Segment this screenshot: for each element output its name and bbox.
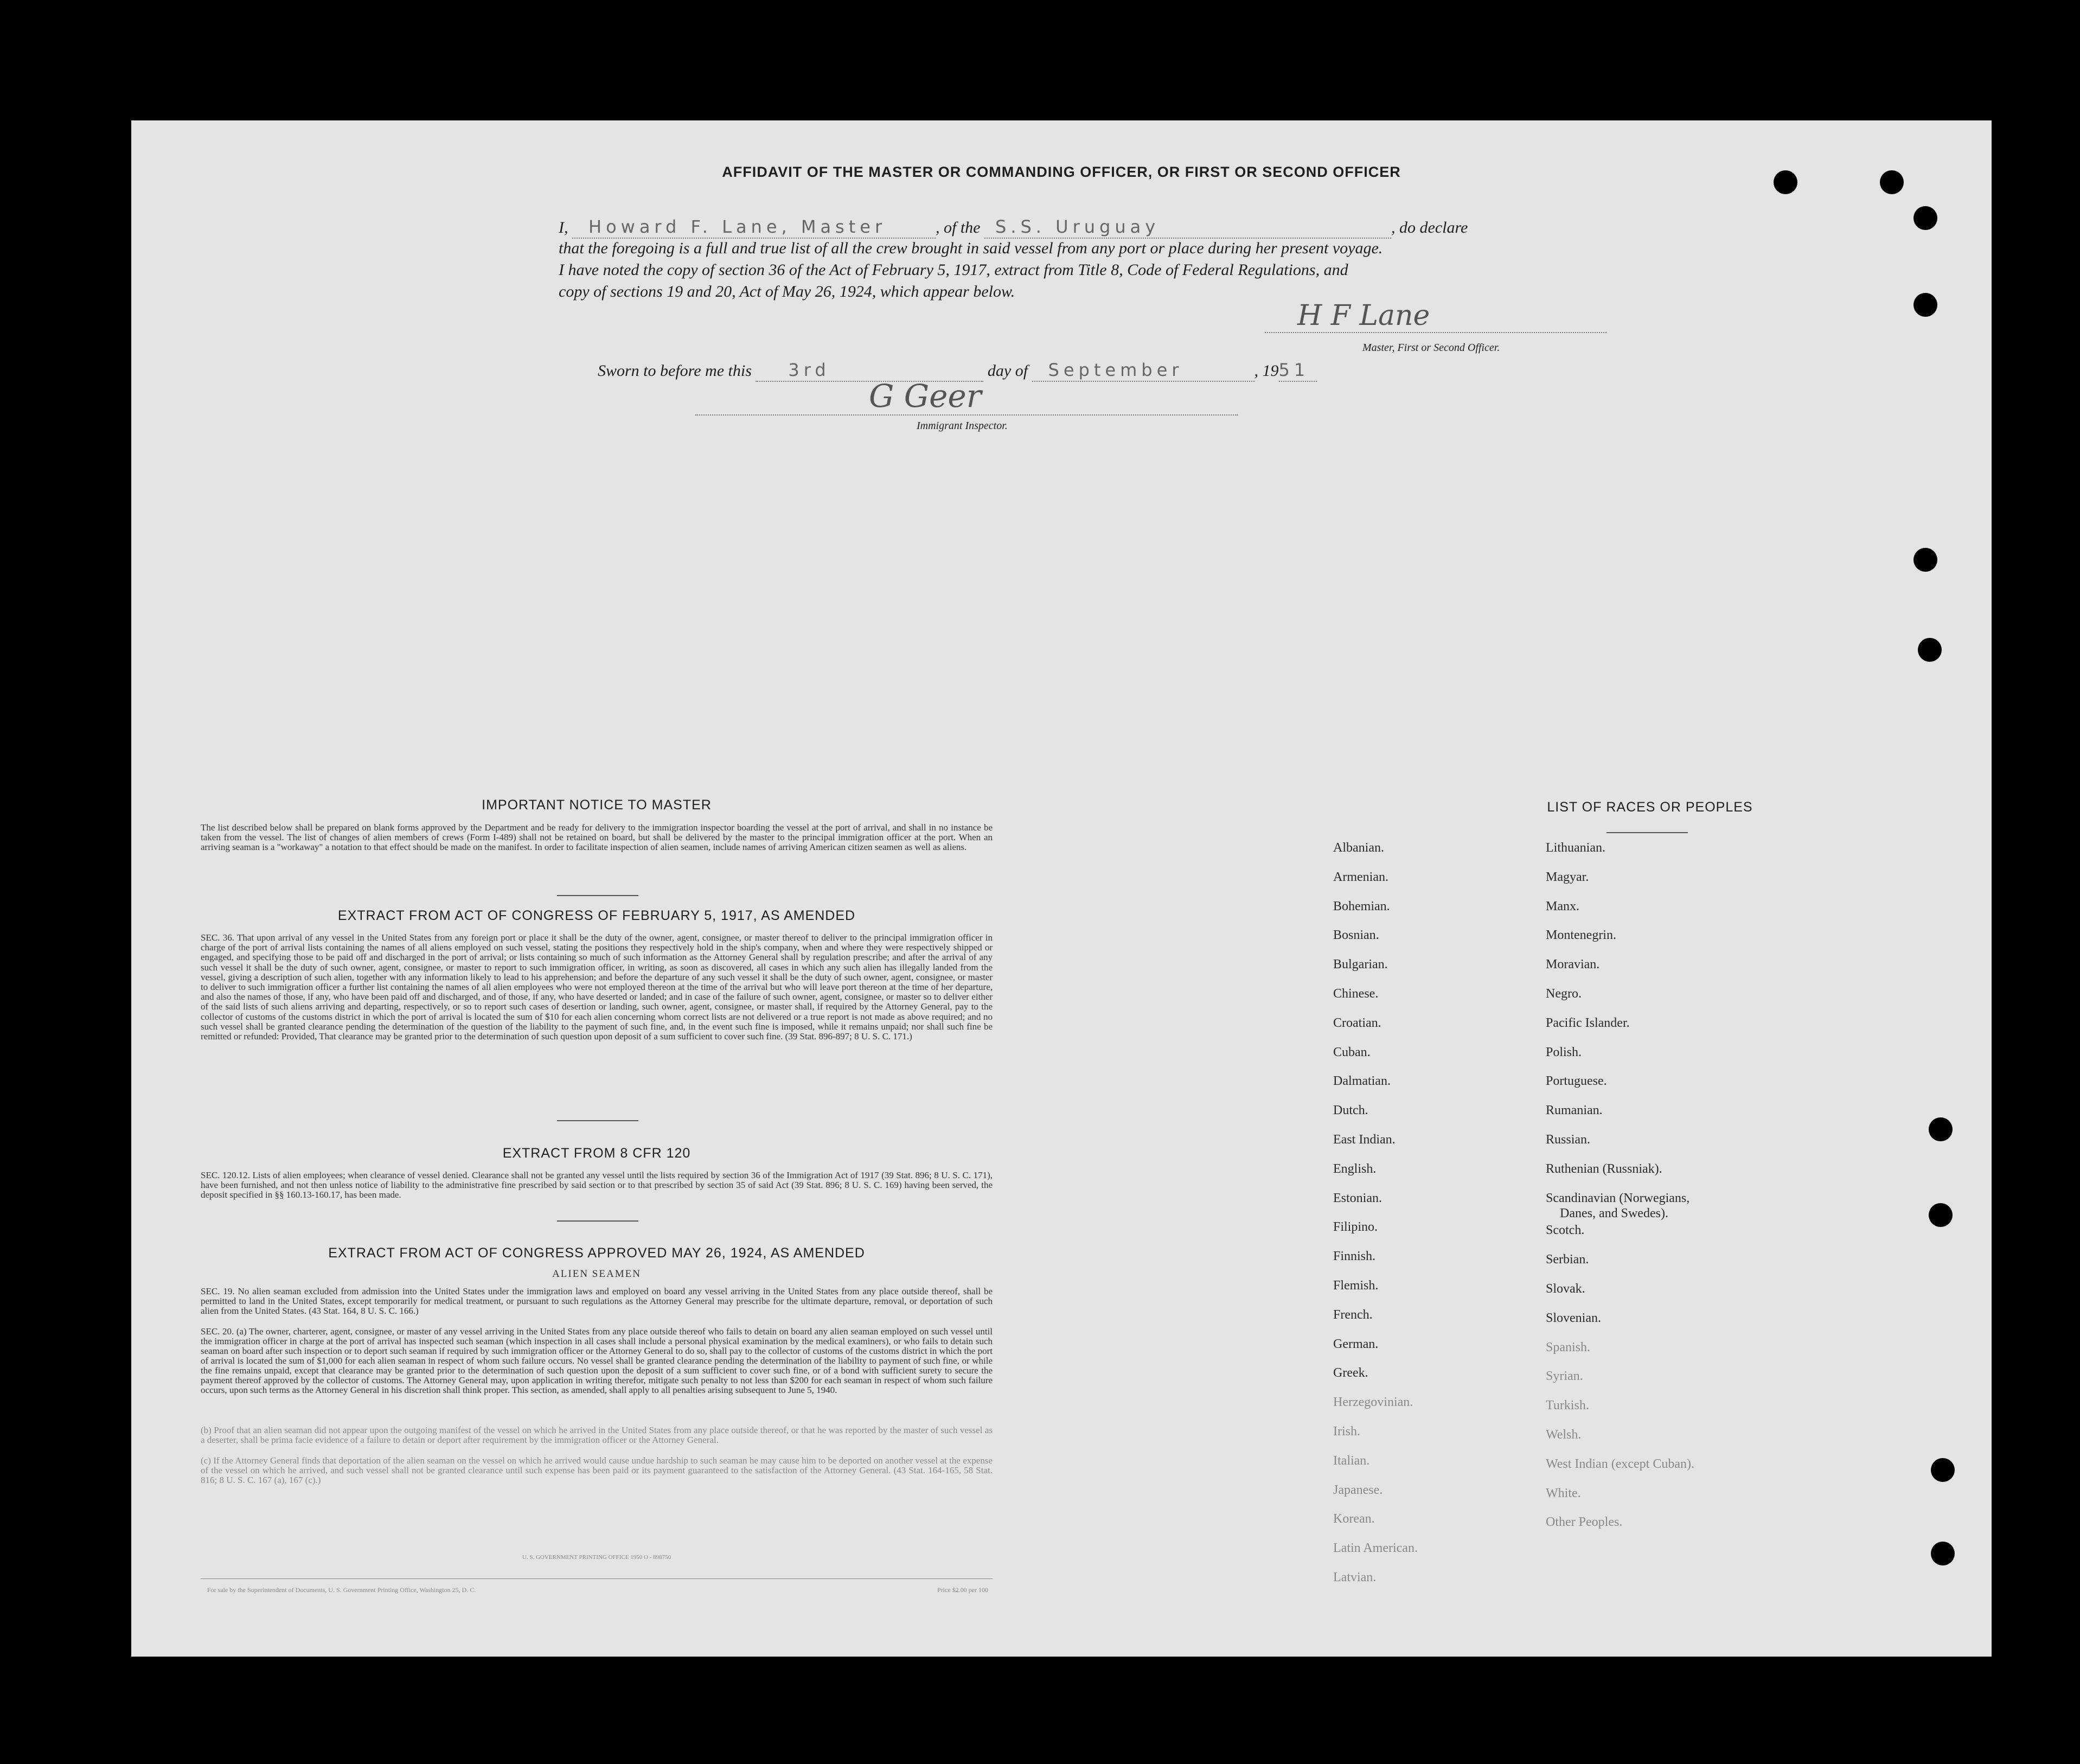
race-item: Portuguese.: [1546, 1074, 1607, 1089]
race-item: Rumanian.: [1546, 1103, 1603, 1118]
notice-heading: IMPORTANT NOTICE TO MASTER: [482, 797, 712, 813]
binder-hole: [1774, 170, 1797, 194]
race-item: Italian.: [1333, 1453, 1370, 1468]
race-item: Welsh.: [1546, 1428, 1582, 1442]
divider: [557, 1220, 638, 1222]
divider: [557, 1120, 638, 1121]
race-item: East Indian.: [1333, 1133, 1396, 1147]
sworn-day-field[interactable]: 3rd: [756, 359, 983, 382]
vessel-name-field[interactable]: S.S. Uruguay: [984, 216, 1391, 239]
race-item: Latin American.: [1333, 1541, 1418, 1556]
extract-1924-sec20c: (c) If the Attorney General finds that deportation of the alien seaman on the vessel on which he arrived would cause undue hardship to such seaman he may cause him to be deported on another vessel at the expense of the vessel on which he arrived, and such vessel shall not be granted clearance until such expense has been paid or its payment guaranteed to the satisfaction of the Attorney General. (43 Stat. 164-165, 58 Stat. 816; 8 U. S. C. 167 (a), 167 (c).): [201, 1455, 993, 1485]
affidavit-line-3: I have noted the copy of section 36 of the Act of February 5, 1917, extract from Title 8, Code of Federal Regulations, and: [559, 261, 1348, 279]
of-the-label: , of the: [936, 219, 981, 237]
binder-hole: [1913, 206, 1937, 230]
binder-hole: [1880, 170, 1904, 194]
extract-1917-heading: EXTRACT FROM ACT OF CONGRESS OF FEBRUARY 5, 1917, AS AMENDED: [337, 908, 856, 923]
extract-1917-text: SEC. 36. That upon arrival of any vessel in the United States from any foreign port or place it shall be the duty of the owner, agent, consignee, or master thereof to deliver to the principal immigration officer in charge of the port of arrival lists containing the names of all aliens employed on such vessel, stating the positions they respectively hold in the ship's company, when and where they were respectively shipped or engaged, and specifying those to be paid off and discharged in the port of arrival; or lists containing so much of such information as the Attorney General shall by regulation prescribe; and after the arrival of any such vessel it shall be the duty of such owner, agent, consignee, or master to report to such immigration officer, in writing, as soon as discovered, all cases in which any such alien has illegally landed from the vessel, giving a description of such alien, together with any information likely to lead to his apprehension; and before the departure of any such vessel it shall be the duty of such owner, agent, consignee, or master to deliver to such immigration officer a further list containing the names of all alien employees who were not employed thereon at the time of the arrival but who will leave port thereon at the time of her departure, and also the names of those, if any, who have been paid off and discharged, and of those, if any, who have deserted or landed; and in case of the failure of such owner, agent, consignee, or master so to deliver either of the said lists of such aliens arriving and departing, respectively, or so to report such cases of desertion or landing, such owner, agent, consignee, or master shall, if required by the Attorney General, pay to the collector of customs of the customs district in which the port of arrival is located the sum of $10 for each alien concerning whom correct lists are not delivered or a true report is not made as above required; and no such vessel shall be granted clearance pending the determination of the question of the liability to the payment of such fine, and, in the event such fine is imposed, while it remains unpaid; nor shall such fine be remitted or refunded: Provided, That clearance may be granted prior to the determination of such question upon deposit of a sum sufficient to cover such fine. (39 Stat. 896-897; 8 U. S. C. 171.): [201, 932, 993, 1042]
extract-1924-sec20a: SEC. 20. (a) The owner, charterer, agent, consignee, or master of any vessel arriving in the United States from any place outside thereof who fails to detain on board any alien seaman employed on such vessel until the immigration officer in charge at the port of arrival has inspected such seaman (which inspection in all cases shall include a personal physical examination by the medical examiners), or who fails to detain such seaman on board after such inspection or to deport such seaman if required by such immigration officer or the Attorney General to do so, shall pay to the collector of customs of the customs district in which the port of arrival is located the sum of $1,000 for each alien seaman in respect of whom such failure occurs. No vessel shall be granted clearance pending the determination of the liability to payment of such fine, or while the fine remains unpaid, except that clearance may be granted prior to the determination of such question upon the deposit of a sum sufficient to cover such fine, or of a bond with sufficient surety to secure the payment thereof approved by the collector of customs. The Attorney General may, upon application in writing therefor, mitigate such penalty to not less than $200 for each seaman in respect of whom such failure occurs, upon such terms as the Attorney General in his discretion shall think proper. This section, as amended, shall apply to all penalties arising subsequent to June 5, 1940.: [201, 1326, 993, 1395]
race-item: West Indian (except Cuban).: [1546, 1456, 1694, 1471]
race-item: Russian.: [1546, 1133, 1591, 1147]
race-item: Flemish.: [1333, 1279, 1379, 1293]
race-item: Estonian.: [1333, 1191, 1382, 1205]
race-item: Chinese.: [1333, 987, 1379, 1001]
race-item: White.: [1546, 1486, 1581, 1500]
alien-seamen-subheading: ALIEN SEAMEN: [552, 1268, 641, 1280]
footer-sale-note: For sale by the Superintendent of Documents, U. S. Government Printing Office, Washington 25, D. C.: [207, 1586, 476, 1594]
form-sheet: [131, 120, 1992, 1657]
binder-hole: [1929, 1117, 1953, 1141]
binder-hole: [1913, 293, 1937, 317]
race-item: Lithuanian.: [1546, 841, 1605, 855]
sworn-label: Sworn to before me this: [598, 362, 752, 380]
master-signature[interactable]: H F Lane: [1265, 299, 1607, 333]
race-item: Dutch.: [1333, 1103, 1368, 1118]
cfr-text: SEC. 120.12. Lists of alien employees; when clearance of vessel denied. Clearance shall not be granted any vessel until the lists required by section 36 of the Immigration Act of 1917 (39 Stat. 896; 8 U. S. C. 171), have been furnished, and not then unless notice of liability to the administrative fine prescribed by said section or to that prescribed by section 35 of said Act (39 Stat. 896; 8 U. S. C. 169) having been served, the deposit specified in §§ 160.13-160.17, has been made.: [201, 1170, 993, 1200]
race-item: Latvian.: [1333, 1570, 1377, 1584]
race-item: Finnish.: [1333, 1249, 1376, 1264]
extract-1924-heading: EXTRACT FROM ACT OF CONGRESS APPROVED MAY 26, 1924, AS AMENDED: [328, 1245, 865, 1261]
race-item: Spanish.: [1546, 1340, 1591, 1354]
footer-price: Price $2.00 per 100: [937, 1586, 988, 1594]
race-item: Negro.: [1546, 987, 1582, 1001]
races-heading: LIST OF RACES OR PEOPLES: [1547, 800, 1753, 815]
footer-rule: [201, 1578, 993, 1579]
race-item: Pacific Islander.: [1546, 1015, 1630, 1030]
master-caption: Master, First or Second Officer.: [1362, 342, 1500, 354]
race-item: Turkish.: [1546, 1398, 1589, 1413]
binder-hole: [1931, 1542, 1955, 1565]
extract-1924-sec20b: (b) Proof that an alien seaman did not appear upon the outgoing manifest of the vessel on which he arrived in the United States from any place outside thereof, or that he was reported by the master of such vessel as a deserter, shall be prima facie evidence of a failure to detain or deport after requirement by the immigration officer or the Attorney General.: [201, 1425, 993, 1445]
divider: [1607, 832, 1688, 833]
affidavit-line-2: that the foregoing is a full and true list of all the crew brought in said vessel from any port or place during her present voyage.: [559, 239, 1383, 257]
race-item: Filipino.: [1333, 1220, 1378, 1235]
race-item: Albanian.: [1333, 841, 1384, 855]
affidavit-line-4: copy of sections 19 and 20, Act of May 26, 1924, which appear below.: [559, 283, 1015, 301]
race-item: Moravian.: [1546, 957, 1600, 972]
extract-1924-sec19: SEC. 19. No alien seaman excluded from admission into the United States under the immigration laws and employed on board any vessel arriving in the United States from any place outside thereof, shall be permitted to land in the United States, except temporarily for medical treatment, or pursuant to such regulations as the Attorney General may prescribe for the ultimate departure, removal, or deportation of such alien from the United States. (43 Stat. 164, 8 U. S. C. 166.): [201, 1286, 993, 1316]
binder-hole: [1913, 548, 1937, 572]
gpo-imprint: U. S. GOVERNMENT PRINTING OFFICE 1950 O - 898750: [522, 1554, 671, 1561]
year-prefix: , 19: [1254, 362, 1279, 380]
race-item: Serbian.: [1546, 1252, 1589, 1267]
affidavit-line-1: [559, 216, 1711, 239]
binder-hole: [1918, 638, 1942, 662]
do-declare-label: , do declare: [1391, 219, 1468, 237]
race-item: English.: [1333, 1161, 1377, 1176]
race-item: Danes, and Swedes).: [1560, 1206, 1668, 1220]
race-item: Slovak.: [1546, 1282, 1585, 1296]
race-item: Korean.: [1333, 1512, 1375, 1526]
race-item: Japanese.: [1333, 1482, 1383, 1497]
race-item: Bosnian.: [1333, 928, 1379, 943]
cfr-heading: EXTRACT FROM 8 CFR 120: [502, 1146, 691, 1161]
race-item: Croatian.: [1333, 1015, 1381, 1030]
race-item: Irish.: [1333, 1424, 1360, 1439]
race-item: Magyar.: [1546, 870, 1589, 884]
race-item: Bulgarian.: [1333, 957, 1388, 972]
binder-hole: [1929, 1203, 1953, 1227]
master-name-field[interactable]: Howard F. Lane, Master: [572, 216, 936, 239]
binder-hole: [1931, 1458, 1955, 1482]
race-item: Syrian.: [1546, 1369, 1583, 1384]
race-item: Bohemian.: [1333, 899, 1390, 913]
race-item: Montenegrin.: [1546, 928, 1616, 943]
race-item: Slovenian.: [1546, 1311, 1601, 1325]
race-item: French.: [1333, 1307, 1373, 1322]
race-item: Greek.: [1333, 1366, 1368, 1380]
divider: [557, 895, 638, 896]
i-label: I,: [559, 219, 568, 237]
day-of-label: day of: [987, 362, 1028, 380]
race-item: Manx.: [1546, 899, 1579, 913]
inspector-caption: Immigrant Inspector.: [917, 420, 1008, 432]
inspector-signature[interactable]: G Geer: [695, 378, 1238, 416]
race-item: Polish.: [1546, 1045, 1582, 1059]
race-item: Dalmatian.: [1333, 1074, 1391, 1089]
race-item: Scotch.: [1546, 1223, 1585, 1238]
sworn-year-field[interactable]: 51: [1279, 359, 1317, 382]
sworn-month-field[interactable]: September: [1032, 359, 1255, 382]
race-item: German.: [1333, 1337, 1379, 1351]
race-item: Armenian.: [1333, 870, 1388, 884]
race-item: Herzegovinian.: [1333, 1395, 1413, 1410]
race-item: Cuban.: [1333, 1045, 1371, 1059]
race-item: Ruthenian (Russniak).: [1546, 1161, 1662, 1176]
race-item: Scandinavian (Norwegians,: [1546, 1191, 1690, 1205]
affidavit-title: AFFIDAVIT OF THE MASTER OR COMMANDING OFFICER, OR FIRST OR SECOND OFFICER: [722, 164, 1401, 180]
race-item: Other Peoples.: [1546, 1515, 1623, 1530]
notice-text: The list described below shall be prepared on blank forms approved by the Department and be ready for delivery to the immigration inspector boarding the vessel at the port of arrival, and shall in no instance be taken from the vessel. The list of changes of alien members of crews (Form I-489) shall not be retained on board, but shall be delivered by the master to the principal immigration officer at the port. When an arriving seaman is a "workaway" a notation to that effect should be made on the manifest. In order to facilitate inspection of alien seamen, include names of arriving American citizen seamen as well as aliens.: [201, 822, 993, 852]
